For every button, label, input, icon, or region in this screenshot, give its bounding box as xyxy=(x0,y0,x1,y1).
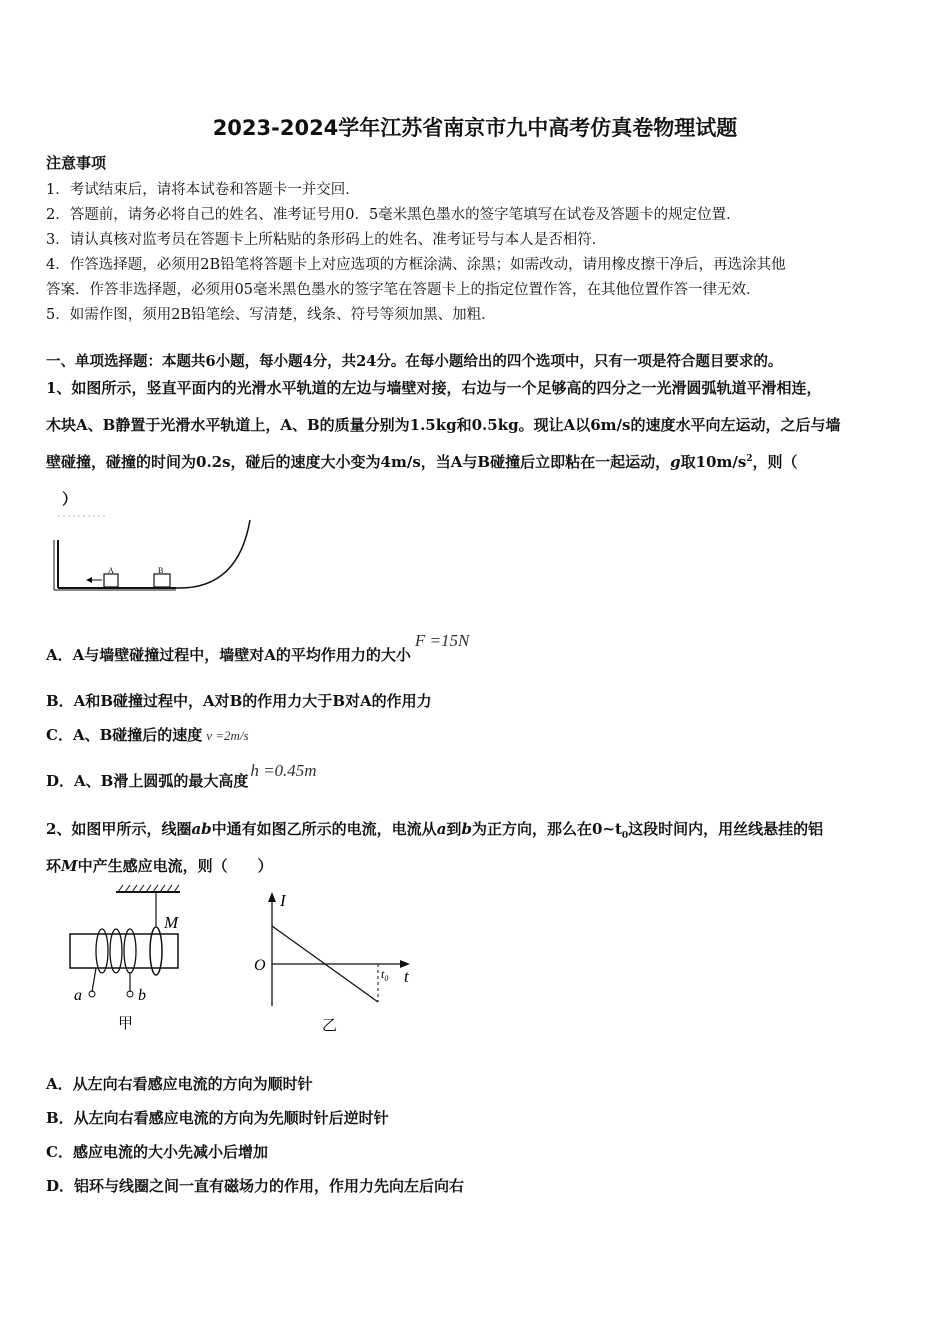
ceiling-hatch xyxy=(118,885,179,892)
q2-figure-yi xyxy=(244,884,424,1034)
notice-item: 2．答题前，请务必将自己的姓名、准考证号用0．5毫米黑色墨水的签字笔填写在试卷及答题卡的规定位置． xyxy=(46,207,741,223)
block-a-label: A xyxy=(108,566,114,575)
arrow-head-icon xyxy=(86,577,92,583)
lead-a xyxy=(92,968,96,992)
notice-item: 3．请认真核对监考员在答题卡上所粘贴的条形码上的姓名、准考证号与本人是否相符． xyxy=(46,232,607,248)
q2-option-b[interactable]: B．从左向右看感应电流的方向为先顺时针后逆时针 xyxy=(46,1109,389,1127)
q1-option-b[interactable]: B．A和B碰撞过程中，A对B的作用力大于B对A的作用力 xyxy=(46,692,432,710)
coil-turns xyxy=(96,929,136,973)
y-arrow-icon xyxy=(268,892,276,902)
q2-stem-line: 2、如图甲所示，线圈ab中通有如图乙所示的电流，电流从a到b为正方向，那么在$0\sim t_0$这段时间内，用丝线悬挂的铝 xyxy=(46,820,824,841)
ring-label: M xyxy=(164,913,179,932)
q1-option-c[interactable]: C．A、B碰撞后的速度 v =2m/s xyxy=(46,726,249,744)
t0-label: $t_0$ xyxy=(381,967,389,983)
figure-caption: 乙 xyxy=(322,1018,338,1034)
q2-figure-jia xyxy=(60,882,200,1032)
q1-stem-line: 1、如图所示，竖直平面内的光滑水平轨道的左边与墙壁对接，右边与一个足够高的四分之一光滑圆弧轨道平滑相连， xyxy=(46,379,822,397)
section-heading: 一、单项选择题：本题共6小题，每小题4分，共24分。在每小题给出的四个选项中，只有一项是符合题目要求的。 xyxy=(46,353,783,370)
figure-caption: 甲 xyxy=(118,1016,134,1032)
notice-heading: 注意事项 xyxy=(46,154,107,172)
q1-stem-line: 木块A、B静置于光滑水平轨道上，A、B的质量分别为1.5kg和0.5kg。现让A以6m/s的速度水平向左运动，之后与墙 xyxy=(46,416,841,434)
block-b-label: B xyxy=(158,566,164,575)
q2-option-c[interactable]: C．感应电流的大小先减小后增加 xyxy=(46,1143,268,1161)
q1-option-d[interactable]: D．A、B滑上圆弧的最大高度h =0.45m xyxy=(46,761,317,790)
terminal-b-label: b xyxy=(138,987,146,1004)
page-title: 2023-2024学年江苏省南京市九中高考仿真卷物理试题 xyxy=(212,116,738,140)
notice-item: 4．作答选择题，必须用2B铅笔将答题卡上对应选项的方框涂满、涂黑；如需改动，请用橡皮擦干净后，再选涂其他 xyxy=(46,257,786,273)
origin-label: O xyxy=(254,957,266,974)
y-axis-label: I xyxy=(280,891,286,910)
q1-figure xyxy=(48,512,258,594)
q1-option-a[interactable]: A．A与墙壁碰撞过程中，墙壁对A的平均作用力的大小F =15N xyxy=(46,631,470,664)
q2-stem-line: 环M中产生感应电流，则（ ） xyxy=(46,857,273,875)
q2-option-a[interactable]: A．从左向右看感应电流的方向为顺时针 xyxy=(46,1075,313,1093)
x-axis-label: t xyxy=(404,967,409,986)
arc-track xyxy=(176,520,250,588)
q1-stem-line: ） xyxy=(62,490,78,508)
notice-item: 5．如需作图，须用2B铅笔绘、写清楚，线条、符号等须加黑、加粗． xyxy=(46,307,496,323)
terminal-a-label: a xyxy=(74,987,82,1004)
block-b xyxy=(154,574,170,587)
notice-item: 1．考试结束后，请将本试卷和答题卡一并交回． xyxy=(46,182,360,198)
notice-item: 答案．作答非选择题，必须用05毫米黑色墨水的签字笔在答题卡上的指定位置作答，在其他位置作答一律无效． xyxy=(46,282,761,298)
block-a xyxy=(104,574,118,587)
q1-stem-line: 壁碰撞，碰撞的时间为0.2s，碰后的速度大小变为4m/s，当A与B碰撞后立即粘在一起运动，g取$10m/s^2$，则（ xyxy=(46,453,798,471)
q2-option-d[interactable]: D．铝环与线圈之间一直有磁场力的作用，作用力先向左后向右 xyxy=(46,1177,465,1195)
